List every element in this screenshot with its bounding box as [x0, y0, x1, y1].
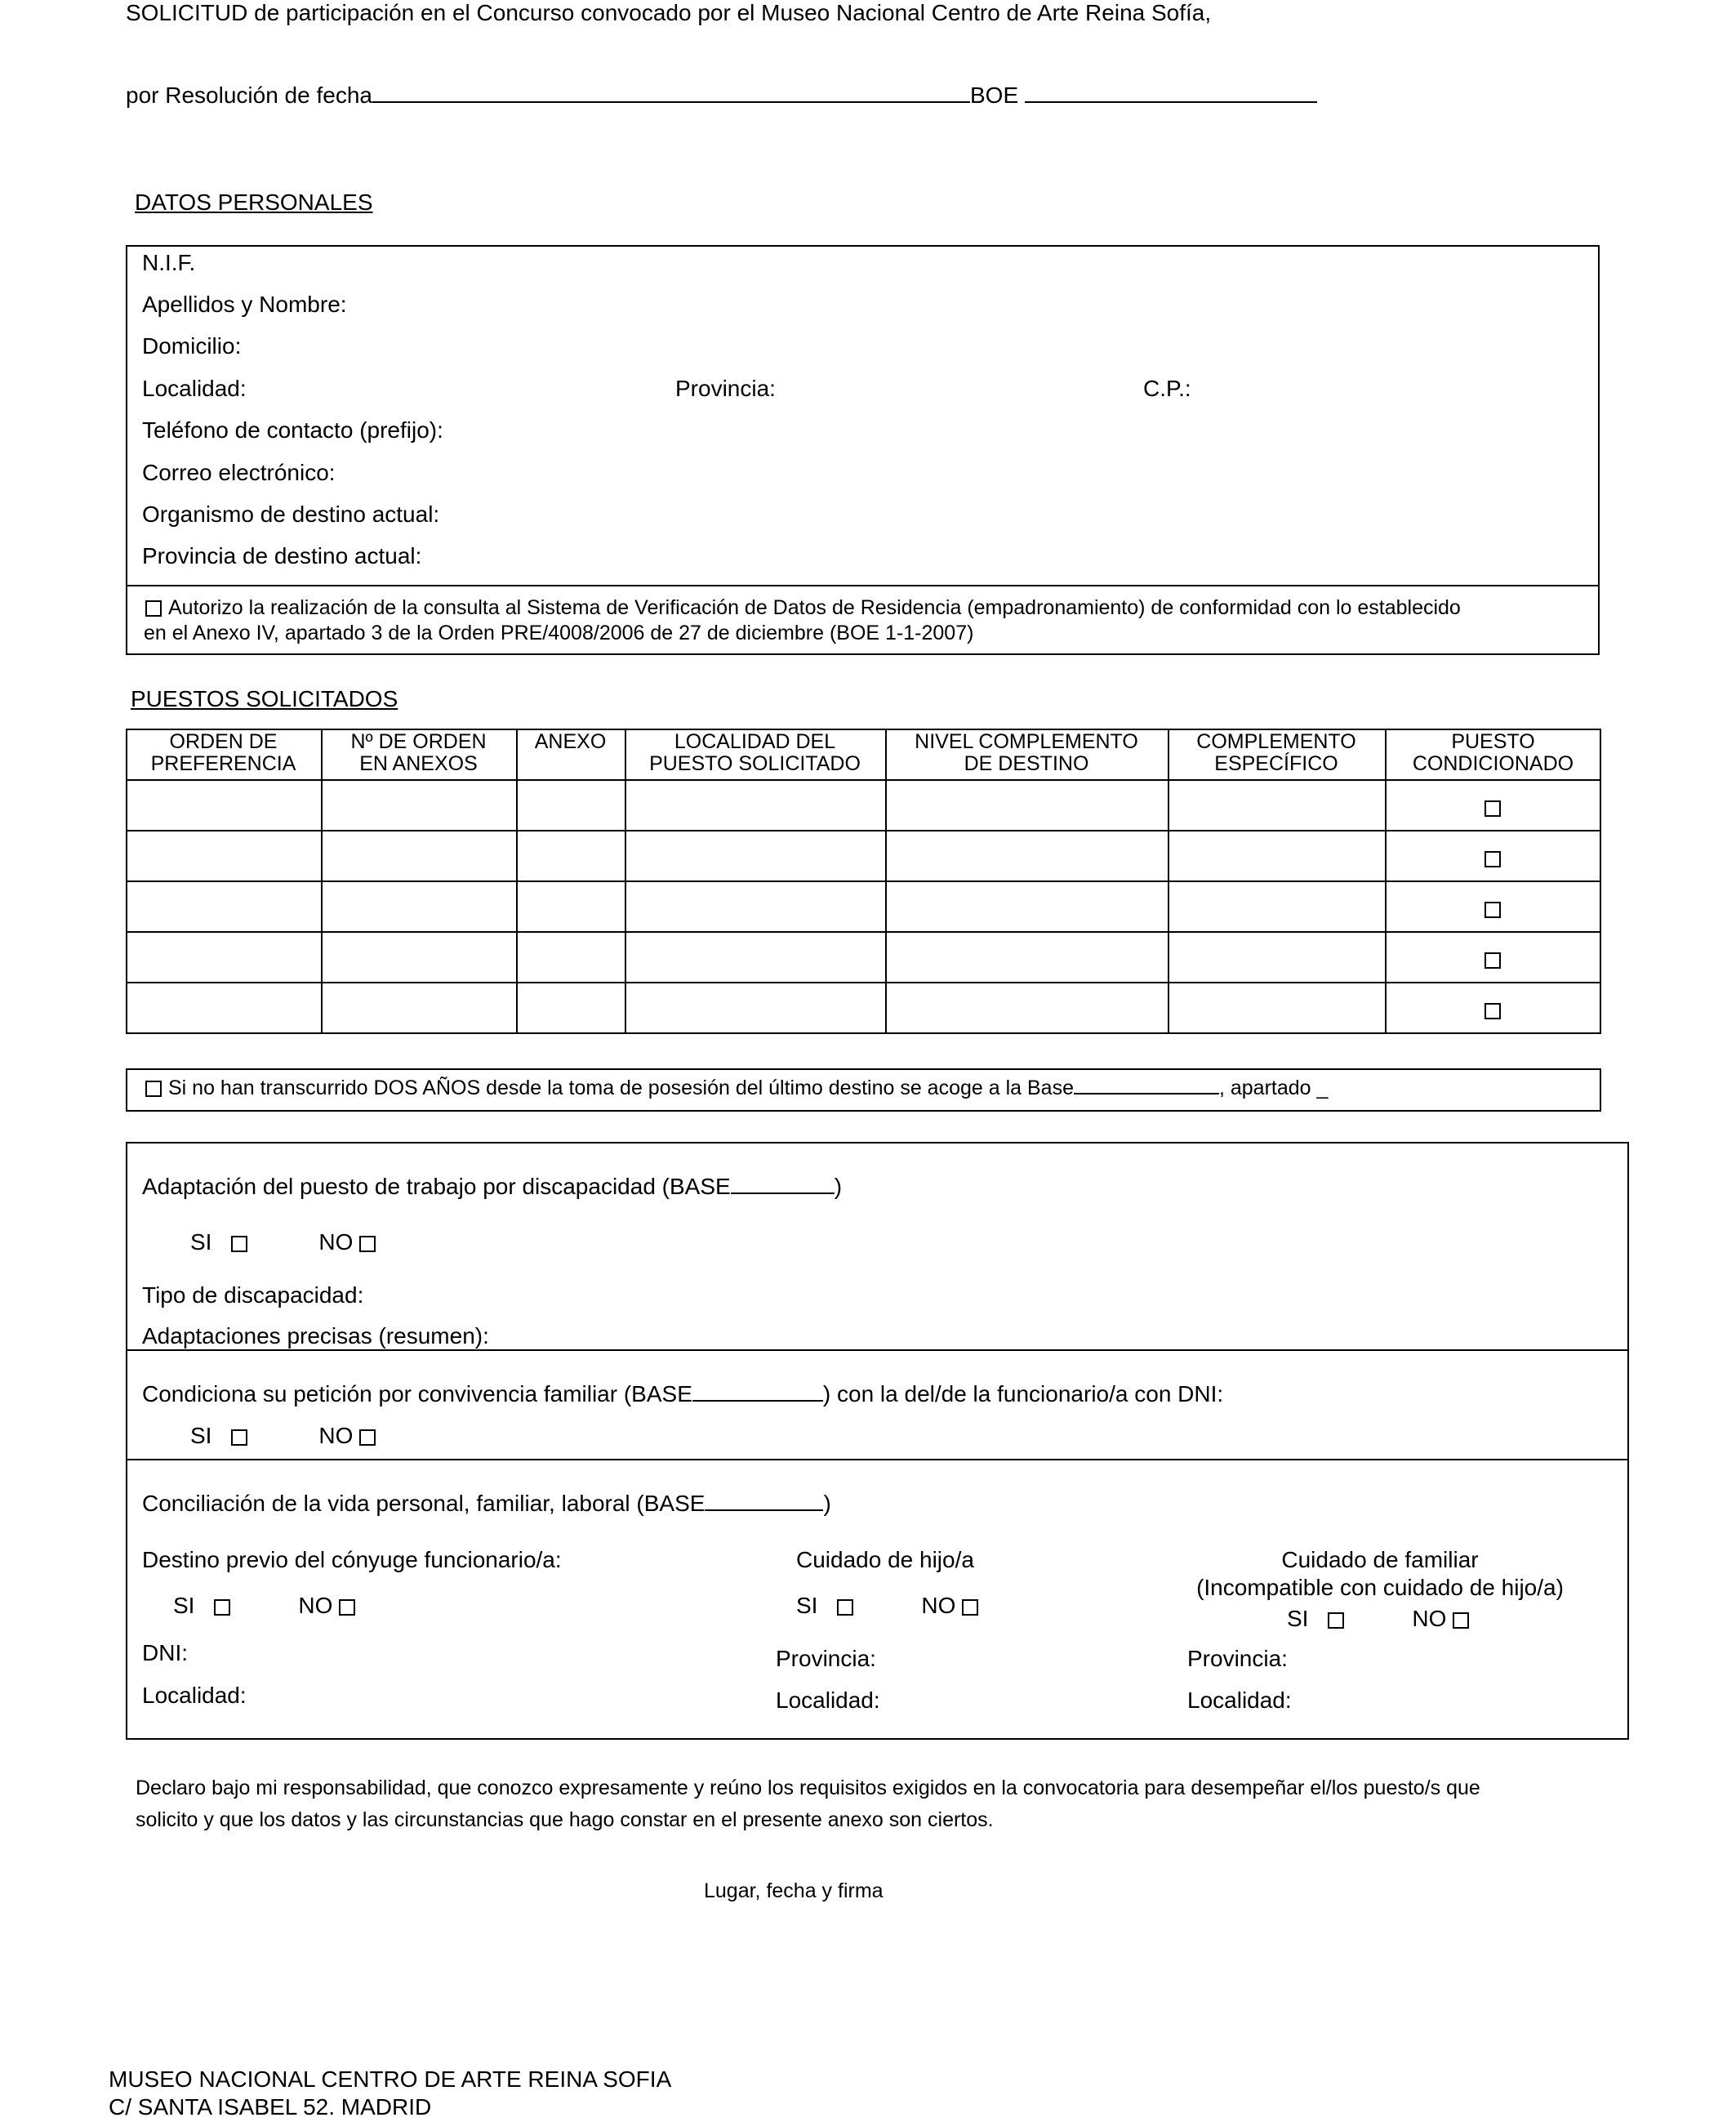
col-header-orden: ORDEN DE PREFERENCIA: [150, 730, 296, 775]
adaptacion-base-field[interactable]: [731, 1173, 835, 1194]
col-header-complemento: COMPLEMENTO ESPECÍFICO: [1196, 730, 1356, 775]
firma-label: Lugar, fecha y firma: [704, 1879, 884, 1902]
adaptacion-no-label: NO: [318, 1229, 354, 1255]
conciliacion-label: Conciliación de la vida personal, familiar, laboral (BASE: [142, 1491, 706, 1516]
hijo-si-label: SI: [796, 1593, 818, 1618]
condiciona-si-label: SI: [190, 1423, 212, 1448]
adaptacion-title: [142, 1173, 842, 1200]
conyuge-label: Destino previo del cónyuge funcionario/a:: [142, 1547, 562, 1572]
autorizo-line2: en el Anexo IV, apartado 3 de la Orden PRE/4008/2006 de 27 de diciembre (BOE 1-1-2007): [144, 622, 974, 644]
hijo-no-checkbox[interactable]: [962, 1599, 978, 1616]
condiciona-label: Condiciona su petición por convivencia familiar (BASE: [142, 1381, 692, 1406]
familiar-no-checkbox[interactable]: [1453, 1612, 1469, 1629]
adaptacion-close: ): [834, 1174, 843, 1199]
autorizo-text: Autorizo la realización de la consulta al Sistema de Verificación de Datos de Residencia (empadronamiento) de conformidad con lo establecido: [168, 596, 1461, 619]
circumstances-divider-2: [126, 1459, 1629, 1460]
familiar-no-label: NO: [1412, 1606, 1447, 1631]
circumstances-divider-1: [126, 1349, 1629, 1351]
row-divider: [126, 931, 1601, 933]
col-header-localidad: LOCALIDAD DEL PUESTO SOLICITADO: [649, 730, 861, 775]
conyuge-no-label: NO: [298, 1593, 333, 1618]
familiar-si-checkbox[interactable]: [1328, 1612, 1344, 1629]
header-line2: [126, 82, 1317, 109]
telefono-label: Teléfono de contacto (prefijo):: [142, 417, 443, 443]
familiar-label-line2: (Incompatible con cuidado de hijo/a): [1196, 1575, 1564, 1600]
puesto-condicionado-checkbox-4[interactable]: [1485, 952, 1501, 969]
autorizo-line1: [145, 596, 1461, 620]
personal-data-box: [126, 245, 1600, 655]
puestos-section-title: PUESTOS SOLICITADOS: [131, 686, 398, 711]
puesto-condicionado-checkbox-5[interactable]: [1485, 1003, 1501, 1019]
familiar-provincia-label: Provincia:: [1187, 1646, 1288, 1671]
hijo-si-checkbox[interactable]: [837, 1599, 853, 1616]
nif-label: N.I.F.: [142, 250, 196, 275]
conciliacion-base-field[interactable]: [705, 1490, 823, 1511]
hijo-si-no: [796, 1593, 978, 1619]
col-header-nivel: NIVEL COMPLEMENTO DE DESTINO: [915, 730, 1138, 775]
declaracion-line1: Declaro bajo mi responsabilidad, que conozco expresamente y reúno los requisitos exigidos en la convocatoria para desempeñar el/los puesto/s que: [136, 1777, 1480, 1799]
conciliacion-title: [142, 1490, 831, 1517]
footer-line2: C/ SANTA ISABEL 52. MADRID: [109, 2094, 432, 2120]
col-header-anexo: ANEXO: [534, 730, 607, 753]
personal-section-title: DATOS PERSONALES: [135, 189, 373, 215]
conyuge-si-no: [173, 1593, 355, 1619]
hijo-no-label: NO: [921, 1593, 956, 1618]
domicilio-label: Domicilio:: [142, 333, 242, 359]
condiciona-no-label: NO: [318, 1423, 354, 1448]
organismo-label: Organismo de destino actual:: [142, 502, 440, 527]
adaptacion-no-checkbox[interactable]: [359, 1236, 376, 1252]
col-header-condicionado: PUESTO CONDICIONADO: [1412, 730, 1574, 775]
familiar-si-no: [1287, 1606, 1469, 1632]
condiciona-title: [142, 1380, 1223, 1407]
autorizo-checkbox[interactable]: [145, 600, 162, 617]
conyuge-dni-label: DNI:: [142, 1640, 188, 1665]
row-divider: [126, 830, 1601, 831]
boe-field[interactable]: [1025, 82, 1317, 103]
puesto-condicionado-checkbox-3[interactable]: [1485, 902, 1501, 918]
dos-anos-apartado: , apartado _: [1218, 1077, 1329, 1099]
hijo-label: Cuidado de hijo/a: [796, 1547, 974, 1572]
resolution-label: por Resolución de fecha: [126, 82, 372, 108]
boe-label: BOE: [969, 82, 1019, 108]
familiar-si-label: SI: [1287, 1606, 1309, 1631]
localidad-label: Localidad:: [142, 376, 247, 401]
condiciona-suffix: ) con la del/de la funcionario/a con DNI:: [822, 1381, 1224, 1406]
row-divider: [126, 779, 1601, 781]
puesto-condicionado-checkbox-1[interactable]: [1485, 800, 1501, 817]
puesto-condicionado-checkbox-2[interactable]: [1485, 851, 1501, 867]
correo-label: Correo electrónico:: [142, 460, 336, 485]
dos-anos-checkbox[interactable]: [145, 1081, 162, 1097]
familiar-label-line1: Cuidado de familiar: [1281, 1547, 1479, 1572]
provincia-label: Provincia:: [675, 376, 776, 401]
header-line1: SOLICITUD de participación en el Concurso convocado por el Museo Nacional Centro de Arte Reina Sofía,: [126, 0, 1212, 25]
cp-label: C.P.:: [1143, 376, 1191, 401]
adaptaciones-label: Adaptaciones precisas (resumen):: [142, 1323, 489, 1349]
conyuge-no-checkbox[interactable]: [339, 1599, 355, 1616]
conyuge-si-label: SI: [173, 1593, 195, 1618]
adaptacion-label: Adaptación del puesto de trabajo por discapacidad (BASE: [142, 1174, 731, 1199]
conyuge-localidad-label: Localidad:: [142, 1683, 247, 1708]
personal-divider: [126, 585, 1600, 586]
condiciona-base-field[interactable]: [692, 1380, 823, 1402]
col-header-numero: Nº DE ORDEN EN ANEXOS: [350, 730, 487, 775]
adaptacion-si-checkbox[interactable]: [231, 1236, 247, 1252]
apellidos-label: Apellidos y Nombre:: [142, 292, 347, 317]
row-divider: [126, 880, 1601, 882]
condiciona-si-no: [190, 1423, 376, 1449]
tipo-discapacidad-label: Tipo de discapacidad:: [142, 1282, 364, 1308]
declaracion-line2: solicito y que los datos y las circunstancias que hago constar en el presente anexo son ciertos.: [136, 1808, 994, 1831]
provincia-destino-label: Provincia de destino actual:: [142, 543, 422, 568]
conyuge-si-checkbox[interactable]: [214, 1599, 230, 1616]
row-divider: [126, 982, 1601, 983]
condiciona-si-checkbox[interactable]: [231, 1429, 247, 1446]
adaptacion-si-no: [190, 1229, 376, 1255]
familiar-localidad-label: Localidad:: [1187, 1687, 1292, 1713]
conciliacion-close: ): [823, 1491, 831, 1516]
footer-line1: MUSEO NACIONAL CENTRO DE ARTE REINA SOFIA: [109, 2066, 672, 2092]
dos-anos-base-field[interactable]: [1074, 1077, 1219, 1094]
adaptacion-si-label: SI: [190, 1229, 212, 1255]
hijo-provincia-label: Provincia:: [776, 1646, 876, 1671]
condiciona-no-checkbox[interactable]: [359, 1429, 376, 1446]
resolution-date-field[interactable]: [372, 82, 970, 103]
dos-anos-line: [145, 1077, 1328, 1100]
hijo-localidad-label: Localidad:: [776, 1687, 880, 1713]
dos-anos-text: Si no han transcurrido DOS AÑOS desde la toma de posesión del último destino se acoge a la Base: [168, 1077, 1074, 1099]
